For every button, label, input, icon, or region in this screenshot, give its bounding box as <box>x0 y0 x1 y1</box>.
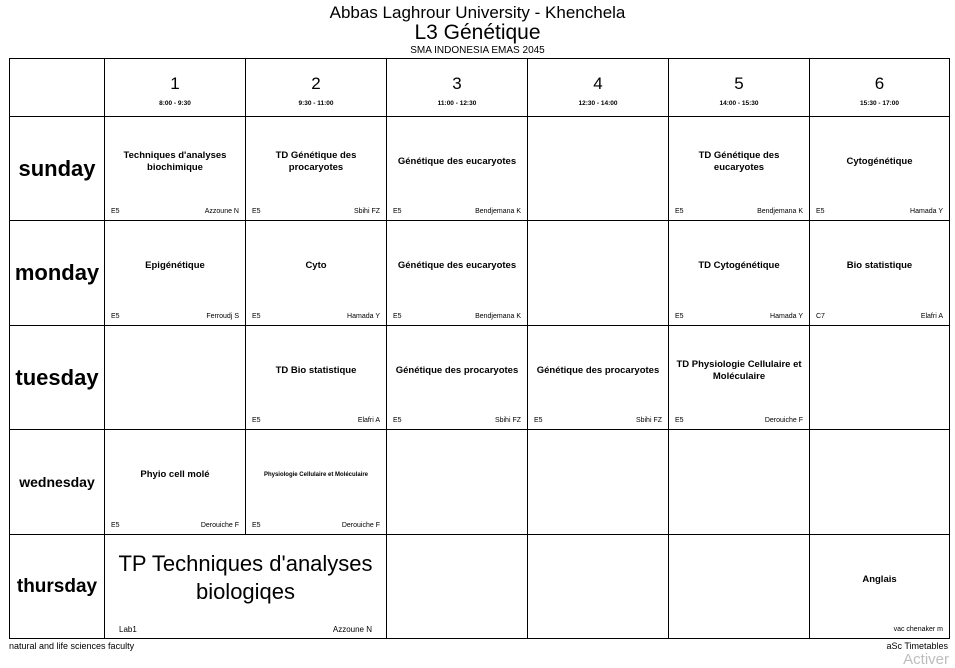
lesson-teacher: Hamada Y <box>347 313 380 320</box>
lesson-subject: Génétique des procaryotes <box>536 364 660 376</box>
lesson-room: E5 <box>675 208 684 215</box>
empty-cell <box>528 430 669 535</box>
lesson-cell[interactable] <box>246 430 387 535</box>
lesson-cell[interactable] <box>528 326 669 430</box>
lesson-subject: Bio statistique <box>846 260 913 271</box>
lesson-room: E5 <box>111 313 120 320</box>
faculty-footer: natural and life sciences faculty <box>9 641 135 651</box>
period-5-header <box>669 59 810 117</box>
period-number: 3 <box>452 73 462 93</box>
period-time: 12:30 - 14:00 <box>578 99 618 107</box>
lesson-teacher: Sbihi FZ <box>494 417 521 424</box>
empty-cell <box>528 221 669 326</box>
lesson-cell[interactable] <box>810 117 950 221</box>
lesson-teacher: Derouiche F <box>341 522 380 529</box>
day-label: sunday <box>10 117 105 221</box>
lesson-subject: TP Techniques d'analyses biologiqes <box>118 550 373 604</box>
activation-watermark: Activer <box>903 651 949 668</box>
lesson-cell[interactable] <box>387 117 528 221</box>
day-label: wednesday <box>10 430 105 535</box>
lesson-subject: TD Cytogénétique <box>698 260 780 271</box>
period-number: 1 <box>170 73 180 93</box>
lesson-cell[interactable] <box>105 117 246 221</box>
period-2-header <box>246 59 387 117</box>
empty-cell <box>528 535 669 639</box>
empty-cell <box>528 117 669 221</box>
lesson-room: E5 <box>252 417 261 424</box>
lesson-subject: Techniques d'analyses biochimique <box>123 149 227 173</box>
university-name: Abbas Laghrour University - Khenchela <box>329 3 626 22</box>
lesson-cell[interactable] <box>105 430 246 535</box>
lesson-teacher: Hamada Y <box>910 208 943 215</box>
day-label: tuesday <box>10 326 105 430</box>
empty-cell <box>669 535 810 639</box>
lesson-cell[interactable] <box>810 535 950 639</box>
period-time: 15:30 - 17:00 <box>859 99 900 107</box>
day-row-thursday <box>10 535 950 639</box>
lesson-subject: Génétique des eucaryotes <box>397 260 517 271</box>
timetable-title: L3 Génétique <box>414 21 541 44</box>
lesson-subject: Epigénétique <box>145 260 205 271</box>
lesson-room: C7 <box>816 313 825 320</box>
lesson-subject: TD Physiologie Cellulaire et Moléculaire <box>676 358 802 382</box>
lesson-teacher: Sbihi FZ <box>635 417 662 424</box>
lesson-cell[interactable] <box>669 117 810 221</box>
lesson-room: E5 <box>675 313 684 320</box>
lesson-room: E5 <box>393 417 402 424</box>
empty-cell <box>810 326 950 430</box>
empty-cell <box>669 430 810 535</box>
lesson-room: E5 <box>252 522 261 529</box>
lesson-cell[interactable] <box>387 221 528 326</box>
lesson-teacher: vac chenaker m <box>893 626 943 633</box>
lesson-teacher: Bendjemana K <box>475 313 521 320</box>
day-row-wednesday <box>10 430 950 535</box>
lesson-subject: TD Génétique des procaryotes <box>275 149 357 173</box>
lesson-subject: Phyio cell molé <box>140 469 210 480</box>
period-1-header <box>105 59 246 117</box>
lesson-room: E5 <box>111 522 120 529</box>
period-6-header <box>810 59 950 117</box>
empty-cell <box>810 430 950 535</box>
lesson-subject: Génétique des eucaryotes <box>397 155 517 167</box>
lesson-teacher: Azzoune N <box>332 625 372 634</box>
lesson-subject: TD Bio statistique <box>275 364 357 376</box>
period-number: 6 <box>874 73 885 93</box>
period-number: 2 <box>311 73 321 93</box>
generator-footer: aSc Timetables <box>886 641 948 651</box>
lesson-room: E5 <box>252 313 261 320</box>
lesson-room: Lab1 <box>119 625 137 634</box>
lesson-room: E5 <box>393 313 402 320</box>
day-row-sunday <box>10 117 950 221</box>
lesson-teacher: Elafri A <box>357 417 380 424</box>
day-row-monday <box>10 221 950 326</box>
lesson-cell[interactable] <box>246 326 387 430</box>
period-time: 8:00 - 9:30 <box>159 99 191 107</box>
empty-cell <box>105 326 246 430</box>
empty-cell <box>387 430 528 535</box>
lesson-teacher: Ferroudj S <box>206 313 239 320</box>
lesson-cell[interactable] <box>669 326 810 430</box>
lesson-cell[interactable] <box>105 221 246 326</box>
lesson-teacher: Derouiche F <box>200 522 239 529</box>
lesson-room: E5 <box>675 417 684 424</box>
lesson-subject: Génétique des procaryotes <box>395 364 519 376</box>
lesson-cell[interactable] <box>810 221 950 326</box>
lesson-teacher: Derouiche F <box>764 417 803 424</box>
period-time: 9:30 - 11:00 <box>298 99 334 107</box>
lesson-cell[interactable] <box>105 535 387 639</box>
lesson-teacher: Sbihi FZ <box>353 208 380 215</box>
lesson-teacher: Elafri A <box>920 313 943 320</box>
lesson-teacher: Bendjemana K <box>475 208 521 215</box>
lesson-cell[interactable] <box>246 117 387 221</box>
timetable-subtitle: SMA INDONESIA EMAS 2045 <box>410 45 545 56</box>
lesson-subject: Cytogénétique <box>846 155 913 167</box>
lesson-teacher: Azzoune N <box>204 208 239 215</box>
empty-cell <box>387 535 528 639</box>
lesson-teacher: Bendjemana K <box>757 208 803 215</box>
period-number: 4 <box>593 73 603 93</box>
lesson-room: E5 <box>816 208 825 215</box>
lesson-room: E5 <box>252 208 261 215</box>
period-3-header <box>387 59 528 117</box>
period-time: 14:00 - 15:30 <box>719 99 759 107</box>
period-time: 11:00 - 12:30 <box>437 99 477 107</box>
lesson-subject: Physiologie Cellulaire et Moléculaire <box>263 472 369 478</box>
lesson-room: E5 <box>534 417 543 424</box>
period-header-row <box>10 59 950 117</box>
day-row-tuesday <box>10 326 950 430</box>
lesson-subject: Anglais <box>862 573 897 585</box>
day-label: thursday <box>10 535 105 639</box>
period-4-header <box>528 59 669 117</box>
lesson-teacher: Hamada Y <box>770 313 803 320</box>
lesson-subject: TD Génétique des eucaryotes <box>698 149 780 173</box>
lesson-cell[interactable] <box>246 221 387 326</box>
lesson-subject: Cyto <box>305 260 327 271</box>
timetable-grid <box>9 58 950 639</box>
corner-cell <box>10 59 105 117</box>
period-number: 5 <box>734 73 744 93</box>
lesson-cell[interactable] <box>387 326 528 430</box>
day-label: monday <box>10 221 105 326</box>
lesson-cell[interactable] <box>669 221 810 326</box>
lesson-room: E5 <box>111 208 120 215</box>
lesson-room: E5 <box>393 208 402 215</box>
